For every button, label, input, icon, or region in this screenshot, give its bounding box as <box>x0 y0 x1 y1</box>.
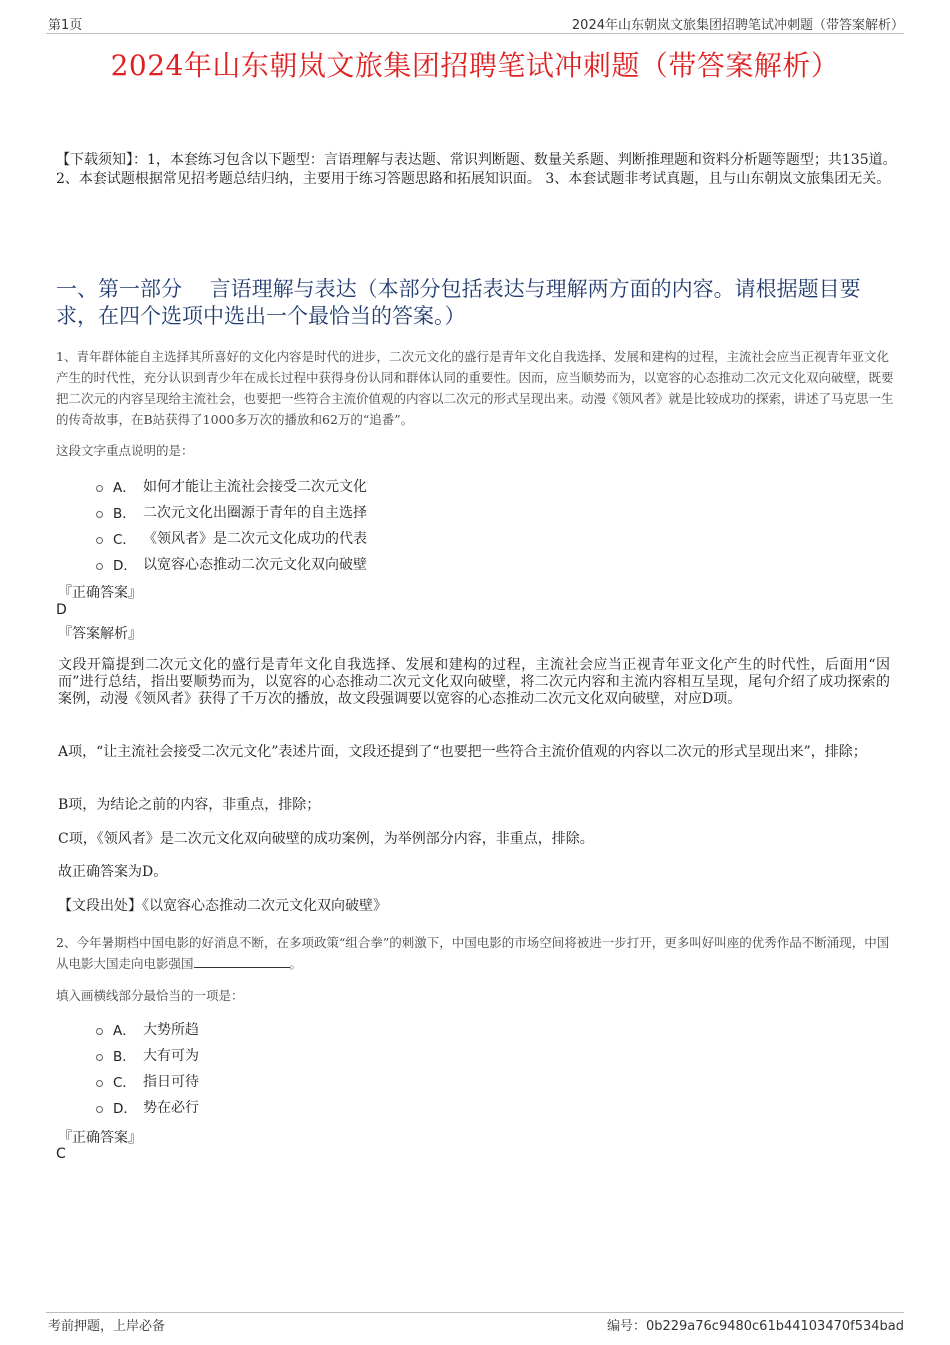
question-2-option-b[interactable] <box>96 1044 199 1066</box>
option-letter: D． <box>113 558 137 574</box>
question-2-text-before: 2、今年暑期档中国电影的好消息不断，在多项政策“组合拳”的刺激下，中国电影的市场空间将被进一步打开，更多叫好叫座的优秀作品不断涌现，中国从电影大国走向电影强国 <box>56 935 890 971</box>
radio-icon[interactable] <box>96 1054 103 1061</box>
answer-label: 『正确答案』 <box>58 585 142 601</box>
option-text: 如何才能让主流社会接受二次元文化 <box>143 479 367 495</box>
footer-code-label: 编号： <box>606 1319 646 1334</box>
radio-icon[interactable] <box>96 511 103 518</box>
option-text: 指日可待 <box>143 1074 199 1090</box>
radio-icon[interactable] <box>96 1106 103 1113</box>
footer-code-value: 0b229a76c9480c61b44103470f534bad <box>645 1319 904 1334</box>
radio-icon[interactable] <box>96 1028 103 1035</box>
radio-icon[interactable] <box>96 1080 103 1087</box>
radio-icon[interactable] <box>96 485 103 492</box>
question-2-option-d[interactable] <box>96 1096 199 1118</box>
analysis-paragraph: 故正确答案为D。 <box>58 864 168 880</box>
header-divider <box>46 33 904 34</box>
analysis-paragraph: C项，《领风者》是二次元文化双向破壁的成功案例，为举例部分内容，非重点，排除。 <box>58 831 594 847</box>
header-doc-title: 2024年山东朝岚文旅集团招聘笔试冲刺题（带答案解析） <box>571 18 904 33</box>
option-letter: A． <box>113 1023 136 1039</box>
question-1-option-d[interactable] <box>96 553 367 575</box>
question-1-prompt: 这段文字重点说明的是： <box>56 443 194 458</box>
document-title: 2024年山东朝岚文旅集团招聘笔试冲刺题（带答案解析） <box>110 49 840 82</box>
option-text: 大有可为 <box>143 1048 199 1064</box>
analysis-paragraph: A项，“让主流社会接受二次元文化”表述片面，文段还提到了“也要把一些符合主流价值观的内容以二次元的形式呈现出来”，排除； <box>58 744 867 760</box>
source-citation: 【文段出处】《以宽容心态推动二次元文化双向破壁》 <box>58 898 387 914</box>
section-heading: 一、第一部分 言语理解与表达（本部分包括表达与理解两方面的内容。请根据题目要求，在四个选项中选出一个最恰当的答案。） <box>56 277 861 328</box>
radio-icon[interactable] <box>96 537 103 544</box>
question-1-text: 1、青年群体能自主选择其所喜好的文化内容是时代的进步，二次元文化的盛行是青年文化自我选择、发展和建构的过程，主流社会应当正视青年亚文化产生的时代性，充分认识到青少年在成长过程中获得身份认同和群体认同的重要性。因而，应当顺势而为，以宽容的心态推动二次元文化双向破壁，既要把二次元的内容呈现给主流社会，也要把一些符合主流价值观的内容以二次元的形式呈现出来。动漫《领风者》就是比较成功的探索，讲述了马克思一生的传奇故事，在B站获得了1000多万次的播放和62万的“追番”。 <box>56 349 894 427</box>
analysis-paragraph: B项，为结论之前的内容，非重点，排除； <box>58 797 321 813</box>
option-letter: B． <box>113 1049 136 1065</box>
question-2-text <box>56 932 898 974</box>
option-letter: C． <box>113 1075 136 1091</box>
option-text: 以宽容心态推动二次元文化双向破壁 <box>143 557 367 573</box>
option-letter: A． <box>113 480 136 496</box>
option-text: 大势所趋 <box>143 1022 199 1038</box>
option-letter: D． <box>113 1101 137 1117</box>
answer-value: C <box>56 1146 66 1162</box>
option-letter: B． <box>113 506 136 522</box>
footer-slogan: 考前押题，上岸必备 <box>48 1319 166 1334</box>
option-text: 二次元文化出圈源于青年的自主选择 <box>143 505 367 521</box>
option-text: 势在必行 <box>143 1100 199 1116</box>
option-text: 《领风者》是二次元文化成功的代表 <box>143 531 367 547</box>
analysis-label: 『答案解析』 <box>58 626 142 642</box>
question-2-prompt: 填入画横线部分最恰当的一项是： <box>56 988 244 1003</box>
option-letter: C． <box>113 532 136 548</box>
fill-in-blank <box>194 955 290 968</box>
question-2-option-a[interactable] <box>96 1018 199 1040</box>
radio-icon[interactable] <box>96 563 103 570</box>
download-notice: 【下载须知】：1，本套练习包含以下题型：言语理解与表达题、常识判断题、数量关系题、判断推理题和资料分析题等题型；共135道。 2、本套试题根据常见招考题总结归纳，主要用于练习答题思路和拓展知识面。 3、本套试题非考试真题，且与山东朝岚文旅集团无关。 <box>56 152 897 187</box>
answer-label: 『正确答案』 <box>58 1130 142 1146</box>
analysis-paragraph: 文段开篇提到二次元文化的盛行是青年文化自我选择、发展和建构的过程，主流社会应当正视青年亚文化产生的时代性，后面用“因而”进行总结，指出要顺势而为，以宽容的心态推动二次元文化双向破壁，将二次元内容和主流内容相互呈现，尾句介绍了成功探索的案例，动漫《领风者》获得了千万次的播放，故文段强调要以宽容的心态推动二次元文化双向破壁，对应D项。 <box>58 657 890 707</box>
question-1-option-a[interactable] <box>96 475 367 497</box>
question-1-option-c[interactable] <box>96 527 367 549</box>
page-number: 第1页 <box>48 18 83 33</box>
footer-code <box>607 1315 904 1334</box>
question-1-option-b[interactable] <box>96 501 367 523</box>
question-2-text-after: 。 <box>289 956 303 971</box>
footer-divider <box>46 1312 904 1313</box>
question-2-option-c[interactable] <box>96 1070 199 1092</box>
answer-value: D <box>56 602 67 618</box>
